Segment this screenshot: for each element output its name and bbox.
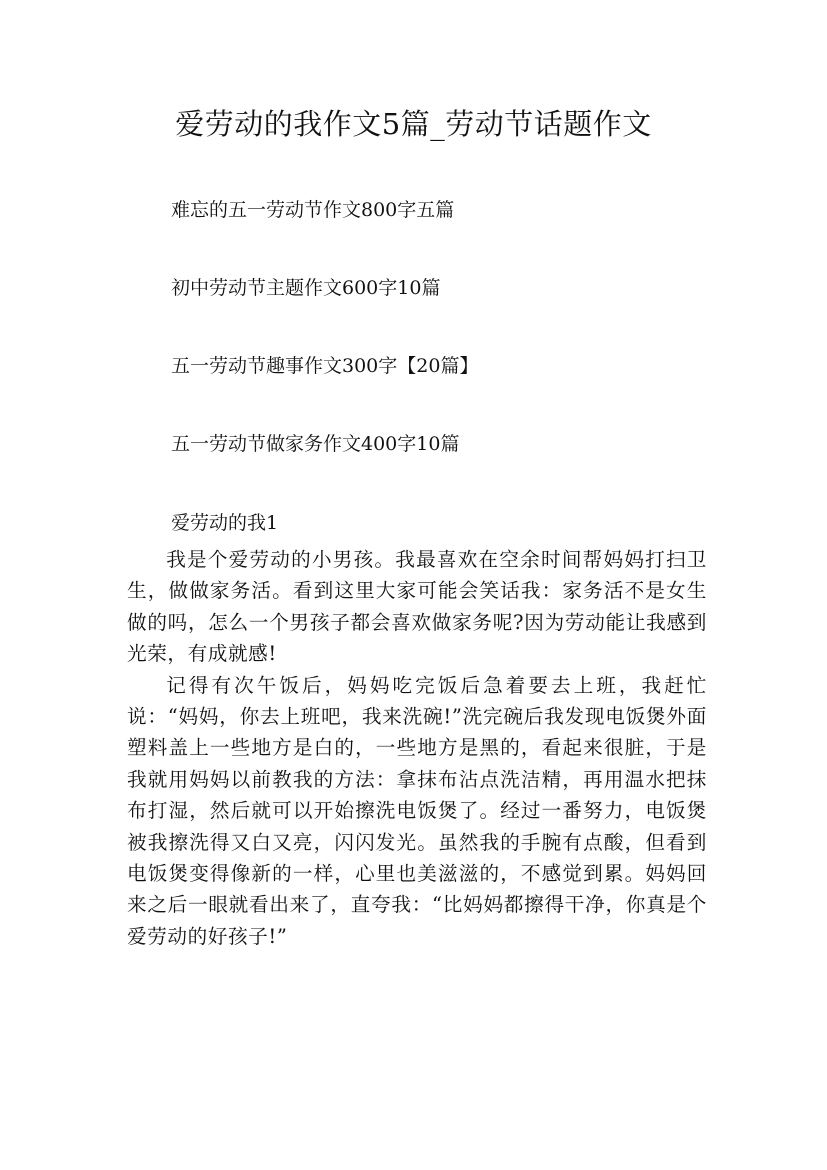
- section-heading: 爱劳动的我1: [171, 512, 279, 534]
- related-link[interactable]: 初中劳动节主题作文600字10篇: [171, 277, 441, 299]
- related-link[interactable]: 五一劳动节做家务作文400字10篇: [171, 433, 460, 455]
- page-title: 爱劳动的我作文5篇_劳动节话题作文: [175, 107, 652, 141]
- article-body: [127, 544, 707, 952]
- related-links: [171, 196, 478, 508]
- related-link[interactable]: 五一劳动节趣事作文300字【20篇】: [171, 355, 479, 377]
- paragraph: 我是个爱劳动的小男孩。我最喜欢在空余时间帮妈妈打扫卫生，做做家务活。看到这里大家可能会笑话我：家务活不是女生做的吗，怎么一个男孩子都会喜欢做家务呢?因为劳动能让我感到光荣，有成就感!: [127, 548, 707, 666]
- paragraph: 记得有次午饭后，妈妈吃完饭后急着要去上班，我赶忙说：“妈妈，你去上班吧，我来洗碗!”洗完碗后我发现电饭煲外面塑料盖上一些地方是白的，一些地方是黑的，看起来很脏，于是我就用妈妈以前教我的方法：拿抹布沾点洗洁精，再用温水把抹布打湿，然后就可以开始擦洗电饭煲了。经过一番努力，电饭煲被我擦洗得又白又亮，闪闪发光。虽然我的手腕有点酸，但看到电饭煲变得像新的一样，心里也美滋滋的，不感觉到累。妈妈回来之后一眼就看出来了，直夸我：“比妈妈都擦得干净，你真是个爱劳动的好孩子!”: [127, 673, 707, 948]
- related-link[interactable]: 难忘的五一劳动节作文800字五篇: [171, 199, 455, 221]
